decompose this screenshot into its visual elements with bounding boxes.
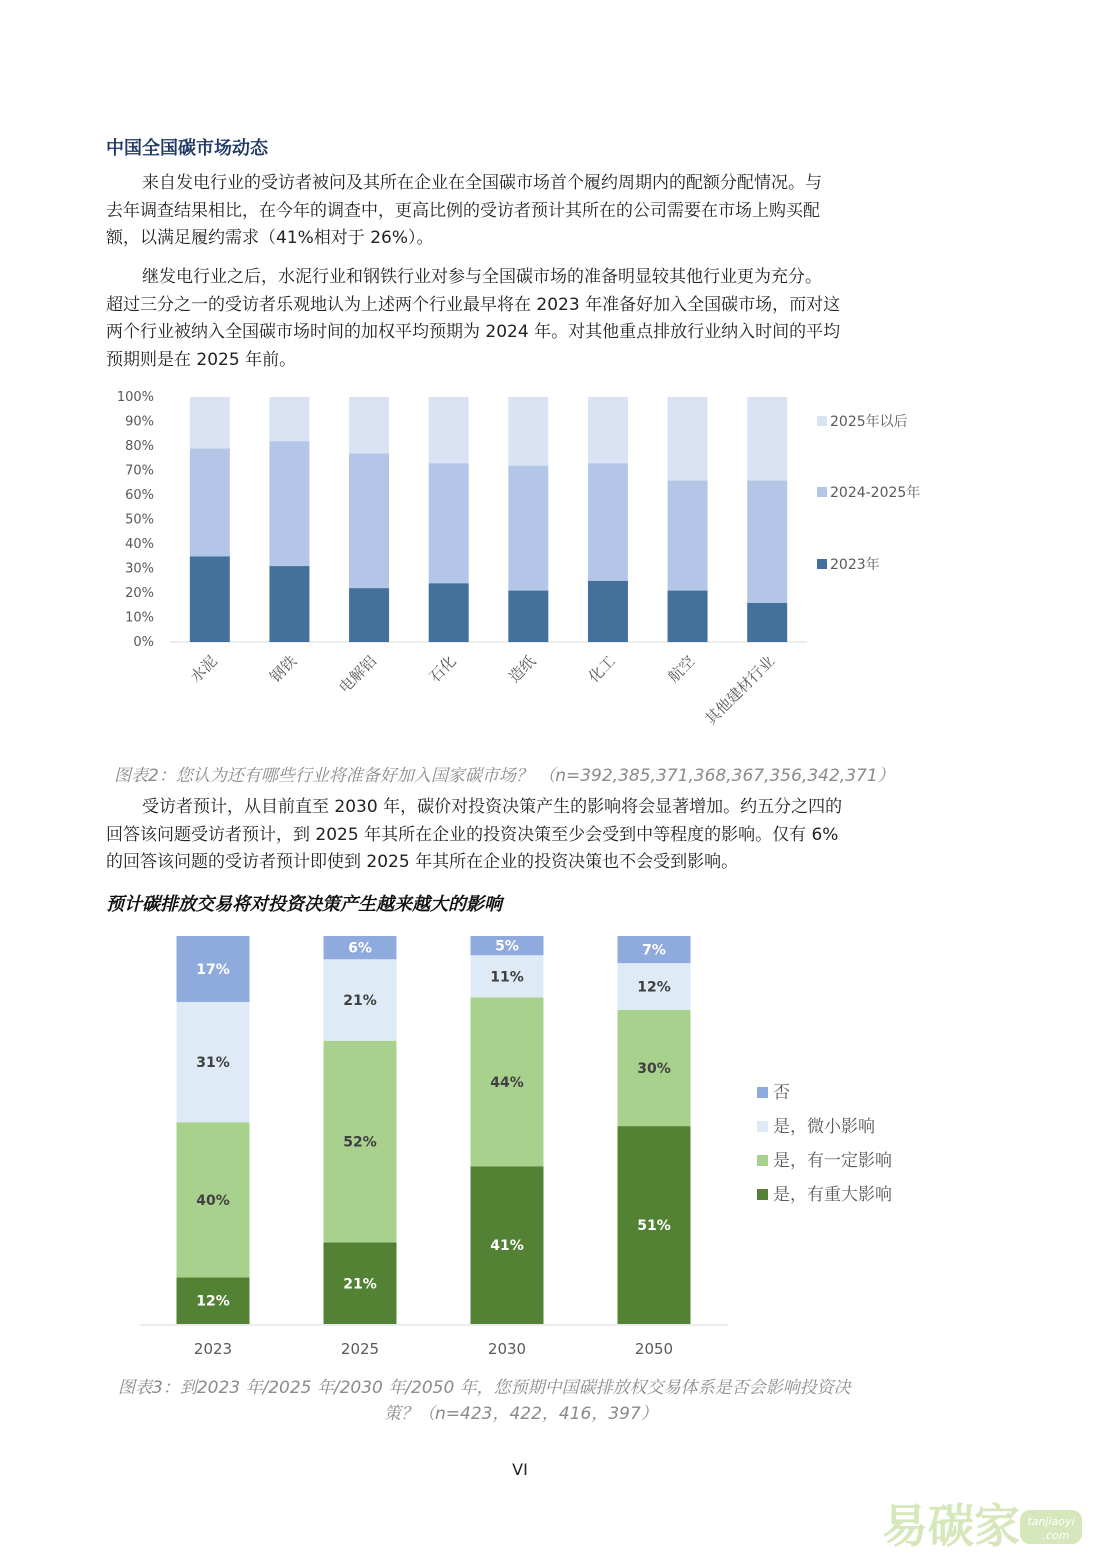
bar-segment xyxy=(747,397,787,480)
x-tick-label: 其他建材行业 xyxy=(701,652,779,729)
data-label: 40% xyxy=(196,1192,230,1209)
bar-segment xyxy=(747,603,787,642)
paragraph-2 xyxy=(106,264,938,374)
bar-segment xyxy=(349,397,389,453)
legend-swatch xyxy=(817,416,827,426)
x-tick-label: 钢铁 xyxy=(266,652,301,687)
legend-label: 否 xyxy=(773,1083,790,1103)
data-label: 21% xyxy=(343,993,377,1010)
section-heading: 中国全国碳市场动态 xyxy=(106,138,268,159)
x-tick-label: 2023 xyxy=(193,1340,233,1358)
y-tick-label: 70% xyxy=(125,463,154,479)
legend-label: 2024-2025年 xyxy=(830,485,921,501)
paragraph-line: 来自发电行业的受访者被问及其所在企业在全国碳市场首个履约周期内的配额分配情况。与 xyxy=(142,173,822,193)
paragraph-line: 超过三分之一的受访者乐观地认为上述两个行业最早将在 2023 年准备好加入全国碳市场，而对这 xyxy=(106,294,841,315)
legend-label: 是，有一定影响 xyxy=(773,1151,892,1171)
investment-impact-chart xyxy=(100,925,960,1365)
paragraph-line: 去年调查结果相比，在今年的调查中，更高比例的受访者预计其所在的公司需要在市场上购买配 xyxy=(106,200,820,221)
bar-segment xyxy=(349,588,389,642)
y-tick-label: 20% xyxy=(125,586,154,601)
data-label: 30% xyxy=(637,1060,671,1077)
x-tick-label: 水泥 xyxy=(186,652,221,687)
x-tick-label: 2030 xyxy=(487,1340,527,1358)
figure-3-caption-line-1: 图表3：到2023 年/2025 年/2030 年/2050 年，您预期中国碳排放权交易体系是否会影响投资决 xyxy=(118,1378,851,1398)
data-label: 52% xyxy=(343,1134,377,1151)
x-tick-label: 化工 xyxy=(584,652,619,687)
data-label: 51% xyxy=(637,1218,671,1235)
data-label: 12% xyxy=(637,979,671,996)
paragraph-3 xyxy=(106,794,938,877)
legend-label: 是，微小影响 xyxy=(773,1117,875,1137)
y-tick-label: 40% xyxy=(125,537,154,552)
data-label: 11% xyxy=(490,969,524,986)
x-tick-label: 航空 xyxy=(664,652,699,687)
x-tick-label: 造纸 xyxy=(505,652,540,687)
industry-readiness-chart xyxy=(100,384,940,744)
bar-segment xyxy=(588,463,628,581)
bar-segment xyxy=(668,591,708,642)
legend-label: 2023年 xyxy=(830,557,880,573)
y-tick-label: 80% xyxy=(125,439,154,454)
watermark-logo xyxy=(880,1494,1085,1554)
data-label: 41% xyxy=(490,1238,524,1255)
x-tick-label: 石化 xyxy=(425,652,460,687)
paragraph-line: 额，以满足履约需求（41%相对于 26%）。 xyxy=(106,228,434,248)
data-label: 6% xyxy=(348,940,372,957)
legend-swatch xyxy=(757,1155,768,1166)
bar-segment xyxy=(429,397,469,463)
bar-segment xyxy=(429,583,469,642)
figure-3-caption-line-2: 策？（n=423，422，416，397） xyxy=(384,1404,658,1424)
x-tick-label: 2025 xyxy=(340,1340,380,1358)
legend-swatch xyxy=(757,1189,768,1200)
bar-segment xyxy=(508,591,548,642)
watermark-brand: 易碳家 xyxy=(882,1499,1020,1553)
data-label: 31% xyxy=(196,1055,230,1072)
bar-segment xyxy=(588,397,628,463)
x-tick-label: 电解铝 xyxy=(335,652,380,697)
bar-segment xyxy=(190,556,230,642)
paragraph-line: 的回答该问题的受访者预计即使到 2025 年其所在企业的投资决策也不会受到影响。 xyxy=(106,852,739,872)
bar-segment xyxy=(269,441,309,566)
bar-segment xyxy=(508,397,548,466)
bar-segment xyxy=(429,463,469,583)
watermark-site-line1: tanjiaoyi xyxy=(1027,1515,1075,1528)
bar-segment xyxy=(269,397,309,441)
data-label: 7% xyxy=(642,942,666,959)
y-tick-label: 60% xyxy=(125,488,154,503)
paragraph-1 xyxy=(106,170,938,253)
bar-segment xyxy=(588,581,628,642)
paragraph-line: 两个行业被纳入全国碳市场时间的加权平均预期为 2024 年。对其他重点排放行业纳入时间的平均 xyxy=(106,322,841,342)
watermark-site-line2: .com xyxy=(1042,1529,1070,1542)
data-label: 5% xyxy=(495,938,519,955)
paragraph-line: 预期则是在 2025 年前。 xyxy=(106,349,297,370)
legend-swatch xyxy=(757,1087,768,1098)
data-label: 21% xyxy=(343,1276,377,1293)
figure-2-caption: 图表2：您认为还有哪些行业将准备好加入国家碳市场？ （n=392,385,371,368,367,356,342,371） xyxy=(114,766,895,786)
x-tick-label: 2050 xyxy=(634,1340,674,1358)
paragraph-line: 继发电行业之后，水泥行业和钢铁行业对参与全国碳市场的准备明显较其他行业更为充分。 xyxy=(142,267,822,287)
legend-swatch xyxy=(757,1121,768,1132)
y-tick-label: 100% xyxy=(116,390,154,405)
bar-segment xyxy=(190,448,230,556)
data-label: 44% xyxy=(490,1074,524,1091)
paragraph-line: 受访者预计，从目前直至 2030 年，碳价对投资决策产生的影响将会显著增加。约五分之四的 xyxy=(142,797,843,817)
y-tick-label: 0% xyxy=(133,635,154,650)
y-tick-label: 50% xyxy=(125,512,154,528)
data-label: 12% xyxy=(196,1293,230,1310)
bar-segment xyxy=(190,397,230,448)
page-number: VI xyxy=(512,1460,528,1479)
bar-segment xyxy=(668,480,708,590)
bar-segment xyxy=(349,453,389,588)
y-tick-label: 10% xyxy=(125,610,154,626)
legend-swatch xyxy=(817,559,827,569)
paragraph-line: 回答该问题受访者预计，到 2025 年其所在企业的投资决策至少会受到中等程度的影响。仅有 6% xyxy=(106,824,839,845)
bar-segment xyxy=(747,480,787,603)
data-label: 17% xyxy=(196,961,230,978)
bar-segment xyxy=(508,466,548,591)
legend-swatch xyxy=(817,487,827,497)
chart-subheading: 预计碳排放交易将对投资决策产生越来越大的影响 xyxy=(106,894,502,915)
bar-segment xyxy=(668,397,708,480)
legend-label: 2025年以后 xyxy=(830,414,908,430)
y-tick-label: 30% xyxy=(125,561,154,577)
bar-segment xyxy=(269,566,309,642)
legend-label: 是，有重大影响 xyxy=(773,1185,892,1205)
y-tick-label: 90% xyxy=(125,414,154,430)
